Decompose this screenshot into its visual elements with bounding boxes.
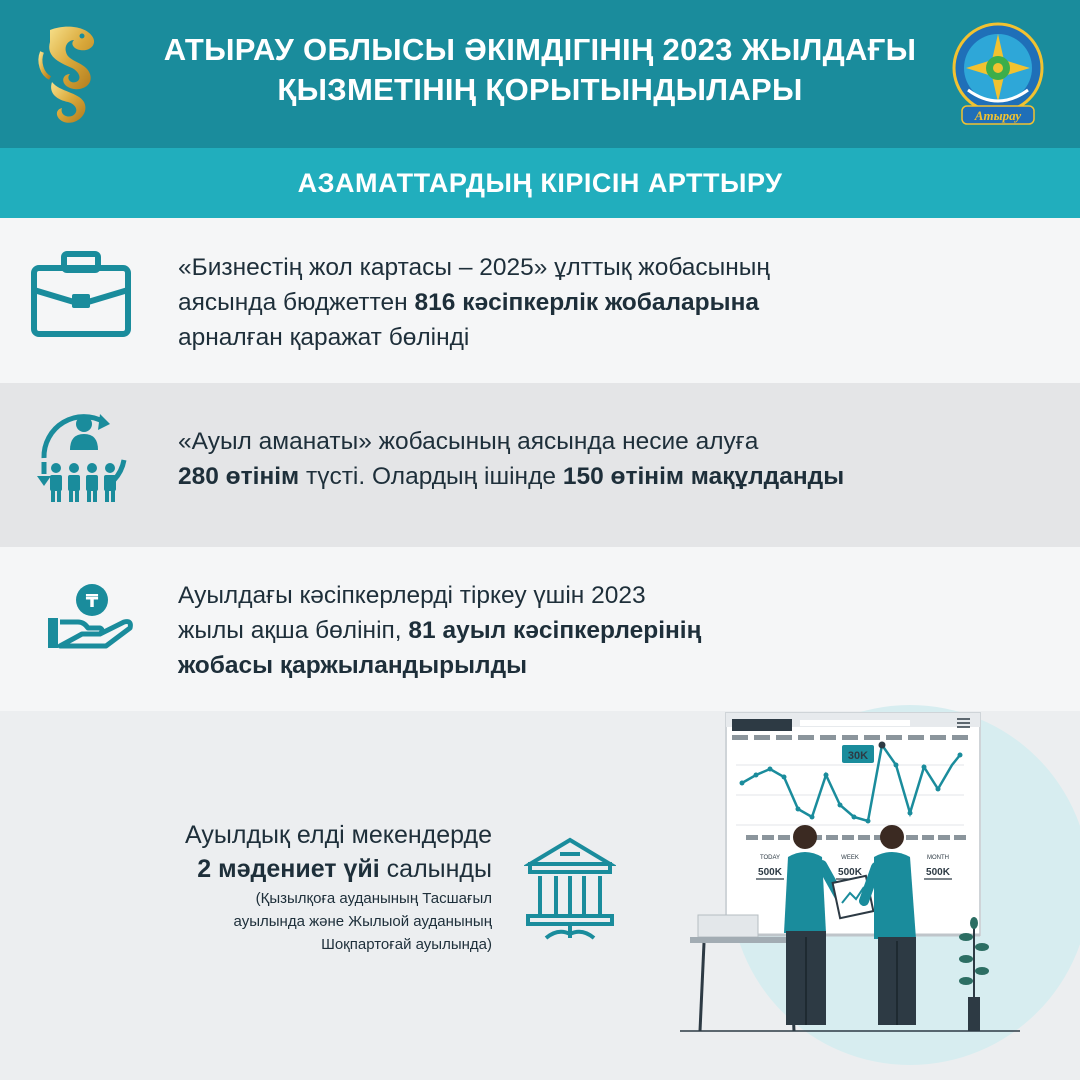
chart-callout: 30K <box>847 750 869 762</box>
page-title-line1: АТЫРАУ ОБЛЫСЫ ӘКІМДІГІНІҢ 2023 ЖЫЛДАҒЫ <box>163 32 917 67</box>
item-1-line2: аясында бюджеттен <box>178 289 415 316</box>
item-4-line1: Ауылдық елді мекендерде <box>185 821 492 849</box>
item-2-highlight-1: 280 өтінім <box>178 463 300 490</box>
item-4-highlight: 2 мәдениет үйі <box>197 855 380 883</box>
section-banner <box>0 148 1080 218</box>
item-3-line3: жобасы қаржыландырылды <box>178 652 528 679</box>
stat-value-month: 500K <box>926 867 950 878</box>
snow-leopard-logo-icon <box>30 22 110 132</box>
item-3-line1: Ауылдағы кәсіпкерлерді тіркеу үшін 2023 <box>178 582 646 609</box>
item-1-line1: «Бизнестің жол картасы – 2025» ұлттық жобасының <box>178 254 770 281</box>
hand-coin-icon <box>44 582 134 652</box>
item-4-note3: Шоқпартоғай ауылында) <box>321 936 492 953</box>
item-1-text <box>178 250 770 355</box>
item-2-text <box>178 424 844 494</box>
page-title-line2: ҚЫЗМЕТІНІҢ ҚОРЫТЫНДЫЛАРЫ <box>277 72 803 107</box>
item-4-note2: ауылында және Жылыой ауданының <box>233 913 492 930</box>
item-4-line2: салынды <box>379 855 492 883</box>
stat-label-week: WEEK <box>841 855 859 861</box>
stat-label-month: MONTH <box>927 855 949 861</box>
item-3-line2: жылы ақша бөлініп, <box>178 617 409 644</box>
item-2-line1: «Ауыл аманаты» жобасының аясында несие алуға <box>178 428 759 455</box>
item-2-line2: түсті. Олардың ішінде <box>299 463 563 490</box>
item-3-highlight: 81 ауыл кәсіпкерлерінің <box>408 617 702 644</box>
item-3-text <box>178 578 701 683</box>
culture-house-icon <box>524 834 616 944</box>
header-banner <box>0 0 1080 148</box>
emblem-label: Атырау <box>974 108 1022 123</box>
briefcase-icon <box>30 250 132 338</box>
stat-value-week: 500K <box>838 867 862 878</box>
people-cycle-icon <box>34 410 134 510</box>
stat-label-today: TODAY <box>759 855 781 861</box>
page-title <box>130 30 950 110</box>
business-meeting-illustration <box>660 705 1080 1080</box>
item-2-highlight-2: 150 өтінім мақұлданды <box>562 463 845 490</box>
atyrau-emblem-icon <box>948 20 1048 128</box>
item-1-line3: арналған қаражат бөлінді <box>178 324 470 351</box>
section-title: АЗАМАТТАРДЫҢ КІРІСІН АРТТЫРУ <box>297 168 783 198</box>
item-1-highlight: 816 кәсіпкерлік жобаларына <box>414 289 759 316</box>
tenge-symbol: ₸ <box>85 591 99 612</box>
stat-value-today: 500K <box>758 867 782 878</box>
item-4-note1: (Қызылқоға ауданының Тасшағыл <box>255 890 492 907</box>
item-4-text <box>185 818 492 955</box>
